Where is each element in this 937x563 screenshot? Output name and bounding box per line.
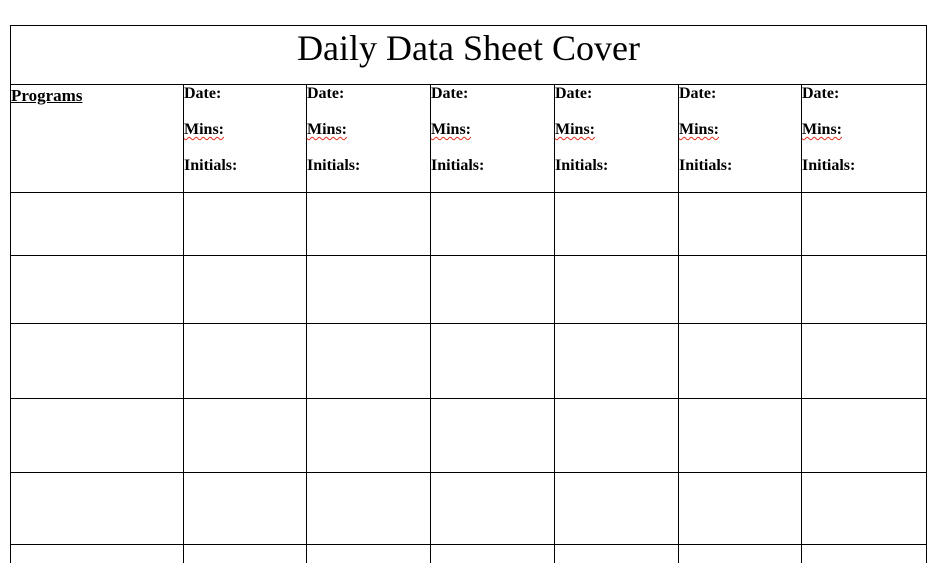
table-row	[11, 324, 927, 399]
session-cell[interactable]	[802, 256, 927, 324]
session-cell[interactable]	[184, 545, 307, 563]
sheet-title: Daily Data Sheet Cover	[297, 28, 640, 68]
table-row	[11, 399, 927, 473]
mins-label: Mins:	[184, 121, 224, 138]
session-cell[interactable]	[307, 545, 431, 563]
mins-label: Mins:	[679, 121, 719, 138]
date-label: Date:	[679, 85, 717, 102]
session-cell[interactable]	[555, 324, 679, 399]
session-cell[interactable]	[802, 399, 927, 473]
session-cell[interactable]	[184, 324, 307, 399]
date-label: Date:	[555, 85, 593, 102]
initials-label: Initials:	[307, 157, 361, 174]
session-cell[interactable]	[431, 399, 555, 473]
session-cell[interactable]	[555, 193, 679, 256]
session-header-cell[interactable]	[679, 85, 802, 193]
title-row	[11, 26, 927, 85]
session-cell[interactable]	[555, 545, 679, 563]
data-sheet-table	[10, 25, 927, 563]
title-cell[interactable]	[11, 26, 927, 85]
session-cell[interactable]	[431, 193, 555, 256]
session-header-cell[interactable]	[307, 85, 431, 193]
program-cell[interactable]	[11, 256, 184, 324]
program-cell[interactable]	[11, 473, 184, 545]
session-cell[interactable]	[307, 193, 431, 256]
programs-header-cell[interactable]	[11, 85, 184, 193]
program-cell[interactable]	[11, 399, 184, 473]
session-cell[interactable]	[802, 324, 927, 399]
session-cell[interactable]	[431, 256, 555, 324]
header-row	[11, 85, 927, 193]
initials-label: Initials:	[802, 157, 856, 174]
date-label: Date:	[184, 85, 222, 102]
session-cell[interactable]	[307, 324, 431, 399]
session-cell[interactable]	[307, 473, 431, 545]
date-label: Date:	[307, 85, 345, 102]
mins-label: Mins:	[431, 121, 471, 138]
session-cell[interactable]	[679, 399, 802, 473]
initials-label: Initials:	[555, 157, 609, 174]
program-cell[interactable]	[11, 193, 184, 256]
session-cell[interactable]	[679, 193, 802, 256]
date-label: Date:	[431, 85, 469, 102]
session-cell[interactable]	[431, 545, 555, 563]
session-cell[interactable]	[802, 193, 927, 256]
session-cell[interactable]	[802, 545, 927, 563]
program-cell[interactable]	[11, 545, 184, 563]
session-cell[interactable]	[555, 473, 679, 545]
session-cell[interactable]	[307, 399, 431, 473]
session-header-cell[interactable]	[431, 85, 555, 193]
session-cell[interactable]	[679, 473, 802, 545]
session-cell[interactable]	[555, 256, 679, 324]
session-cell[interactable]	[431, 324, 555, 399]
mins-label: Mins:	[555, 121, 595, 138]
session-header-cell[interactable]	[184, 85, 307, 193]
initials-label: Initials:	[431, 157, 485, 174]
session-cell[interactable]	[184, 473, 307, 545]
program-cell[interactable]	[11, 324, 184, 399]
session-cell[interactable]	[679, 545, 802, 563]
session-cell[interactable]	[184, 256, 307, 324]
session-cell[interactable]	[184, 399, 307, 473]
table-row	[11, 193, 927, 256]
table-row	[11, 545, 927, 563]
table-row	[11, 473, 927, 545]
mins-label: Mins:	[307, 121, 347, 138]
session-header-cell[interactable]	[802, 85, 927, 193]
session-cell[interactable]	[679, 256, 802, 324]
programs-label: Programs	[11, 86, 83, 105]
session-cell[interactable]	[679, 324, 802, 399]
initials-label: Initials:	[184, 157, 238, 174]
session-cell[interactable]	[184, 193, 307, 256]
session-header-cell[interactable]	[555, 85, 679, 193]
mins-label: Mins:	[802, 121, 842, 138]
date-label: Date:	[802, 85, 840, 102]
session-cell[interactable]	[431, 473, 555, 545]
session-cell[interactable]	[802, 473, 927, 545]
table-row	[11, 256, 927, 324]
initials-label: Initials:	[679, 157, 733, 174]
session-cell[interactable]	[307, 256, 431, 324]
session-cell[interactable]	[555, 399, 679, 473]
